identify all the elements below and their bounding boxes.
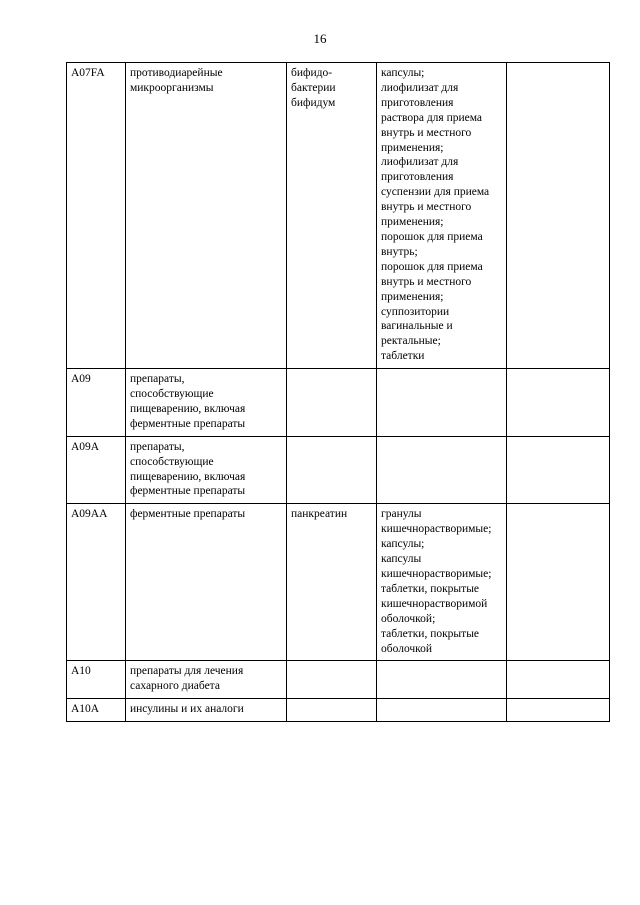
extra-cell — [507, 699, 610, 722]
extra-cell — [507, 661, 610, 699]
group-cell — [126, 661, 287, 699]
atc-code-cell — [67, 63, 126, 369]
table-row — [67, 661, 610, 699]
atc-code: A07FA — [71, 67, 105, 79]
atc-code: A09A — [71, 440, 100, 453]
atc-code-cell — [67, 699, 126, 722]
atc-code: A09AA — [71, 508, 108, 521]
inn-cell — [287, 699, 377, 722]
group-cell — [126, 504, 287, 661]
dosage-forms: гранулы кишечнорастворимые; капсулы; капсулы кишечнорастворимые; таблетки, покрытые кишечнорастворимой оболочкой; таблетки, покрытые оболочкой — [381, 508, 492, 655]
inn-cell — [287, 436, 377, 504]
extra-cell — [507, 369, 610, 437]
dosage-form-cell — [377, 661, 507, 699]
inn-name: панкреатин — [291, 508, 348, 521]
atc-code: A10A — [71, 703, 100, 716]
table-row — [67, 436, 610, 504]
dosage-form-cell — [377, 63, 507, 369]
group-cell — [126, 369, 287, 437]
atc-code-cell — [67, 504, 126, 661]
group-name: ферментные препараты — [130, 508, 246, 521]
page-number: 16 — [313, 31, 327, 46]
group-name: инсулины и их аналоги — [130, 703, 244, 716]
table-row — [67, 504, 610, 661]
inn-cell — [287, 661, 377, 699]
dosage-forms: капсулы; лиофилизат для приготовления раствора для приема внутрь и местного применения; лиофилизат для приготовления суспензии для приема внутрь и местного применения; порошок для приема внутрь; порошок для приема внутрь и местного применения; суппозитории вагинальные и ректальные; таблетки — [381, 67, 490, 363]
dosage-form-cell — [377, 504, 507, 661]
inn-cell — [287, 504, 377, 661]
table-row — [67, 63, 610, 369]
atc-code-cell — [67, 369, 126, 437]
atc-code-cell — [67, 436, 126, 504]
dosage-form-cell — [377, 436, 507, 504]
inn-cell — [287, 63, 377, 369]
dosage-form-cell — [377, 699, 507, 722]
group-name: препараты, способствующие пищеварению, включая ферментные препараты — [130, 440, 246, 498]
dosage-form-cell — [377, 369, 507, 437]
group-name: препараты, способствующие пищеварению, включая ферментные препараты — [130, 373, 246, 430]
inn-cell — [287, 369, 377, 437]
inn-name: бифидо- бактерии бифидум — [291, 67, 336, 109]
group-cell — [126, 436, 287, 504]
group-name: препараты для лечения сахарного диабета — [130, 665, 244, 693]
extra-cell — [507, 63, 610, 369]
group-name: противодиарейные микроорганизмы — [130, 67, 223, 94]
table-row — [67, 369, 610, 437]
atc-code: A09 — [71, 373, 91, 386]
extra-cell — [507, 436, 610, 504]
table-row — [67, 699, 610, 722]
extra-cell — [507, 504, 610, 661]
atc-code: A10 — [71, 665, 91, 678]
group-cell — [126, 63, 287, 369]
group-cell — [126, 699, 287, 722]
atc-code-cell — [67, 661, 126, 699]
drug-classification-table — [66, 62, 610, 722]
